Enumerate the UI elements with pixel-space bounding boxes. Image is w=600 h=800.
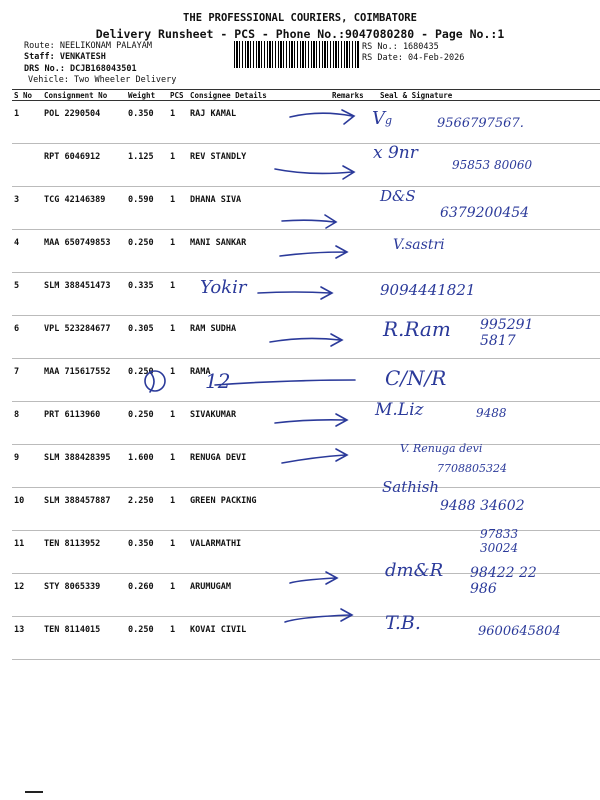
row-weight: 0.250 xyxy=(126,402,168,445)
phone-row13: 9600645804 xyxy=(478,624,561,639)
remark-row5: Yokir xyxy=(200,277,247,298)
row-sno: 13 xyxy=(12,617,42,660)
note-row7: C/N/R xyxy=(385,366,447,390)
staff-label: Staff: VENKATESH xyxy=(24,52,106,62)
row-pcs: 1 xyxy=(168,617,188,660)
vehicle-label: Vehicle: Two Wheeler Delivery xyxy=(28,75,177,85)
drs-label: DRS No.: DCJB168043501 xyxy=(24,64,137,74)
row-pcs: 1 xyxy=(168,230,188,273)
signature-row1: Vg xyxy=(372,108,393,129)
row-sno: 4 xyxy=(12,230,42,273)
row-pcs: 1 xyxy=(168,101,188,144)
runsheet-subtitle: Delivery Runsheet - PCS - Phone No.:9047080280 - Page No.:1 xyxy=(95,27,505,41)
row-pcs: 1 xyxy=(168,359,188,402)
row-consignment: MAA 650749853 xyxy=(42,230,126,273)
row-consignment: STY 8065339 xyxy=(42,574,126,617)
row-sno: 6 xyxy=(12,316,42,359)
row-consignment: VPL 523284677 xyxy=(42,316,126,359)
row-weight: 0.335 xyxy=(126,273,168,316)
row-weight: 0.350 xyxy=(126,531,168,574)
scan-mark xyxy=(25,791,43,793)
row-pcs: 1 xyxy=(168,402,188,445)
row-weight: 1.125 xyxy=(126,144,168,187)
row-weight: 0.350 xyxy=(126,101,168,144)
signature-row3: D&S xyxy=(380,187,416,205)
row-consignment: TEN 8113952 xyxy=(42,531,126,574)
route-label: Route: NEELIKONAM PALAYAM xyxy=(24,41,152,51)
row-weight: 1.600 xyxy=(126,445,168,488)
col-consignment: Consignment No xyxy=(42,90,126,101)
row-consignee: ARUMUGAM xyxy=(188,574,330,617)
row-consignee: RAJ KAMAL xyxy=(188,101,330,144)
row-consignment: SLM 388428395 xyxy=(42,445,126,488)
row-sno: 5 xyxy=(12,273,42,316)
row-consignee: DHANA SIVA xyxy=(188,187,330,230)
phone-row2: 95853 80060 xyxy=(452,158,533,172)
phone-row12: 98422 22 986 xyxy=(470,565,537,597)
row-weight: 0.250 xyxy=(126,617,168,660)
row-weight: 0.590 xyxy=(126,187,168,230)
rs-number: RS No.: 1680435 xyxy=(362,42,439,52)
signature-row12: dm&R xyxy=(385,560,444,581)
phone-row11: 97833 30024 xyxy=(480,527,519,555)
row-consignment: MAA 715617552 xyxy=(42,359,126,402)
row-pcs: 1 xyxy=(168,531,188,574)
phone-row3: 6379200454 xyxy=(440,205,530,221)
col-sno: S No xyxy=(12,90,42,101)
row-weight: 2.250 xyxy=(126,488,168,531)
row-consignee: KOVAI CIVIL xyxy=(188,617,330,660)
name-row10: Sathish xyxy=(382,478,440,496)
row-consignment: RPT 6046912 xyxy=(42,144,126,187)
col-consignee: Consignee Details xyxy=(188,90,330,101)
phone-row6: 995291 5817 xyxy=(480,317,534,349)
rs-date: RS Date: 04-Feb-2026 xyxy=(362,53,465,63)
row-sno: 10 xyxy=(12,488,42,531)
row-consignment: TEN 8114015 xyxy=(42,617,126,660)
row-pcs: 1 xyxy=(168,574,188,617)
row-sno: 11 xyxy=(12,531,42,574)
row-consignee: SIVAKUMAR xyxy=(188,402,330,445)
name-row4: V.sastri xyxy=(393,237,445,253)
row-consignment: PRT 6113960 xyxy=(42,402,126,445)
row-sno: 9 xyxy=(12,445,42,488)
row-consignment: POL 2290504 xyxy=(42,101,126,144)
row-consignee: GREEN PACKING xyxy=(188,488,330,531)
col-pcs: PCS xyxy=(168,90,188,101)
row-weight: 0.305 xyxy=(126,316,168,359)
row-pcs: 1 xyxy=(168,445,188,488)
company-title: THE PROFESSIONAL COURIERS, COIMBATORE xyxy=(183,12,417,24)
row-pcs: 1 xyxy=(168,316,188,359)
signature-row2: x 9nr xyxy=(373,143,418,163)
signature-row13: T.B. xyxy=(385,612,421,634)
row-consignee: REV STANDLY xyxy=(188,144,330,187)
row-consignment: TCG 42146389 xyxy=(42,187,126,230)
phone-row8: 9488 xyxy=(476,406,507,420)
col-signature: Seal & Signature xyxy=(378,90,600,101)
row-pcs: 1 xyxy=(168,187,188,230)
signature-row6: R.Ram xyxy=(383,317,451,341)
remark-row7: 12 xyxy=(205,369,231,393)
row-sno: 12 xyxy=(12,574,42,617)
row-sno: 8 xyxy=(12,402,42,445)
col-weight: Weight xyxy=(126,90,168,101)
row-pcs: 1 xyxy=(168,144,188,187)
row-sno: 3 xyxy=(12,187,42,230)
row-consignment: SLM 388451473 xyxy=(42,273,126,316)
row-sno: 1 xyxy=(12,101,42,144)
phone-row10: 9488 34602 xyxy=(440,498,525,514)
row-pcs: 1 xyxy=(168,273,188,316)
signature-row8: M.Liz xyxy=(375,400,424,420)
phone-row5: 9094441821 xyxy=(380,281,476,299)
row-consignee: RENUGA DEVI xyxy=(188,445,330,488)
row-weight: 0.250 xyxy=(126,359,168,402)
phone-row1: 9566797567. xyxy=(437,116,524,131)
col-remarks: Remarks xyxy=(330,90,378,101)
row-consignee: VALARMATHI xyxy=(188,531,330,574)
row-sno: 7 xyxy=(12,359,42,402)
row-consignee: RAM SUDHA xyxy=(188,316,330,359)
phone-row9: 7708805324 xyxy=(437,462,507,475)
name-row9: V. Renuga devi xyxy=(400,442,483,455)
row-consignment: SLM 388457887 xyxy=(42,488,126,531)
row-weight: 0.250 xyxy=(126,230,168,273)
row-consignee: RAMA xyxy=(188,359,330,402)
row-pcs: 1 xyxy=(168,488,188,531)
row-consignee: MANI SANKAR xyxy=(188,230,330,273)
row-weight: 0.260 xyxy=(126,574,168,617)
